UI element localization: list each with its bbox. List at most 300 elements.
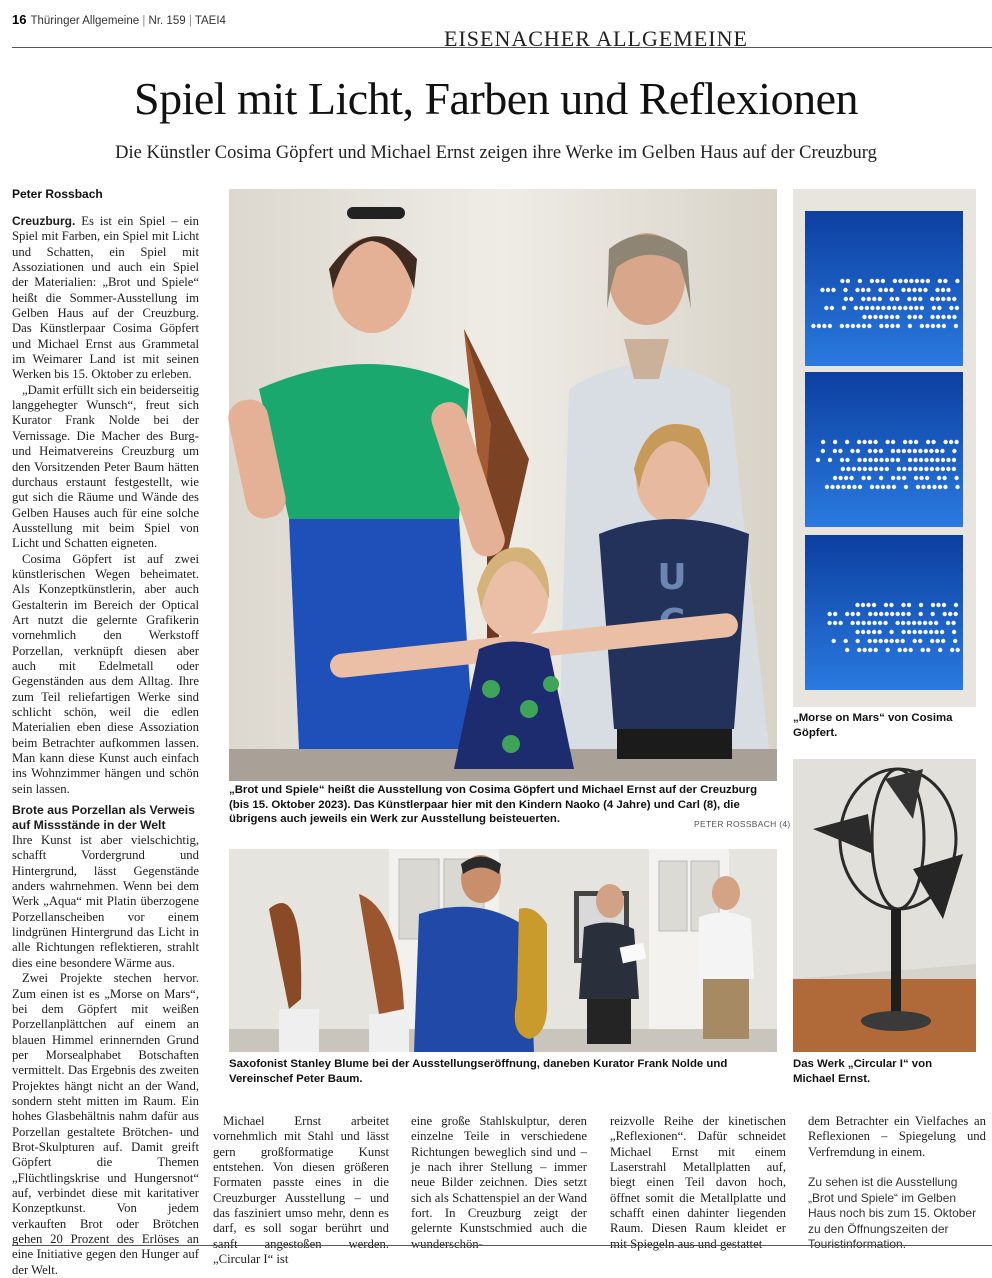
morse-dot [866, 630, 870, 634]
morse-dot [811, 324, 815, 328]
morse-dot [930, 458, 934, 462]
morse-dot [908, 324, 912, 328]
header-meta: 16 Thüringer Allgemeine | Nr. 159 | TAEI4 [12, 12, 226, 27]
morse-dot [844, 476, 848, 480]
morse-dot [889, 630, 893, 634]
morse-dot [932, 306, 936, 310]
morse-dot [867, 324, 871, 328]
morse-dot [828, 458, 832, 462]
morse-dot [828, 324, 832, 328]
morse-dot [898, 306, 902, 310]
morse-dot [934, 621, 938, 625]
morse-dot [938, 485, 942, 489]
morse-dot [908, 467, 912, 471]
morse-dot [923, 621, 927, 625]
morse-dot [920, 324, 924, 328]
morse-dot [872, 297, 876, 301]
morse-dot [932, 485, 936, 489]
morse-dot [856, 639, 860, 643]
morse-dot [862, 324, 866, 328]
morse-dot [878, 297, 882, 301]
morse-dot [913, 315, 917, 319]
morse-dot [863, 458, 867, 462]
morse-dot [898, 279, 902, 283]
morse-dot [890, 324, 894, 328]
morse-dot [826, 288, 830, 292]
morse-dot [952, 458, 956, 462]
morse-dot [946, 621, 950, 625]
paragraph: Zwei Projekte stechen hervor. Zum einen ist es „Morse on Mars“, bei dem Göpfert mit weißen Porzellanplättchen auf einem an blauen Himmel erinnernden Grund per Morsealphabet Botschaften vermittelt. Das Ergebnis des zweiten Projektes hängt nicht an der Wand, sondern steht mitten im Raum. Ein hohes Glasbehältnis nahm dafür aus Porzellan gestaltete Brötchen- und Brot-Skulpturen auf. Damit greift Göpfert die Themen „Flüchtlingskrise und Hungersnot“ auf, verbindet diese mit karitativer Konzeptkunst. Von jedem verkauften Brot oder Brötchen gehen 20 Prozent des Erlöses an eine Initiative gegen den Hunger auf der Welt. [12, 971, 199, 1277]
morse-dot [873, 639, 877, 643]
paragraph: reizvolle Reihe der kinetischen „Reflexionen“. Dafür schneidet Michael Ernst mit einem Laserstrahl Metallplatten auf, biegt einen Teil davon hoch, öffnet somit die Metallplatte und schafft einen dahinter liegenden Raum. Diesen Raum kleidet er mit Spiegeln aus und gestattet [610, 1114, 786, 1251]
morse-dot [936, 639, 940, 643]
morse-dot [913, 467, 917, 471]
morse-dot [904, 279, 908, 283]
morse-dot [952, 467, 956, 471]
morse-dot [884, 603, 888, 607]
morse-dot [879, 315, 883, 319]
morse-dot [854, 306, 858, 310]
morse-dot [895, 639, 899, 643]
morse-dot [877, 630, 881, 634]
morse-dot [929, 630, 933, 634]
exhibition-info: Zu sehen ist die Ausstellung „Brot und Spiele“ im Gelben Haus noch bis zum 15. Oktober zu den Öffnungszeiten der Touristinformation. [808, 1175, 977, 1251]
morse-dot [941, 458, 945, 462]
circular-caption: Das Werk „Circular I“ von Michael Ernst. [793, 1058, 933, 1085]
morse-dot [827, 621, 831, 625]
morse-dot [896, 449, 900, 453]
morse-dot [903, 306, 907, 310]
morse-dot [896, 612, 900, 616]
morse-dot [954, 612, 958, 616]
morse-dot [892, 306, 896, 310]
morse-dot [872, 621, 876, 625]
morse-dot [907, 288, 911, 292]
morse-dot [889, 288, 893, 292]
morse-dot [895, 315, 899, 319]
morse-dot [851, 324, 855, 328]
morse-on-mars-photo [793, 189, 976, 707]
morse-dot [824, 306, 828, 310]
morse-dot [846, 467, 850, 471]
morse-dot [895, 297, 899, 301]
morse-dot [831, 288, 835, 292]
morse-dot [868, 612, 872, 616]
morse-dot [930, 467, 934, 471]
morse-dot [852, 485, 856, 489]
morse-dot [926, 440, 930, 444]
saxophone-caption: Saxofonist Stanley Blume bei der Ausstellungseröffnung, daneben Kurator Frank Nolde und Vereinschef Peter Baum. [229, 1058, 728, 1085]
morse-dot [884, 288, 888, 292]
morse-dot [868, 639, 872, 643]
morse-dot [843, 288, 847, 292]
author: Peter Rossbach [12, 187, 103, 201]
morse-dot [913, 297, 917, 301]
morse-dot [886, 485, 890, 489]
morse-dot [833, 440, 837, 444]
morse-dot [893, 279, 897, 283]
morse-dot [952, 449, 956, 453]
morse-dot [903, 440, 907, 444]
morse-dot [889, 603, 893, 607]
morse-dot [896, 476, 900, 480]
morse-dot [873, 440, 877, 444]
saxophone-illustration [229, 849, 777, 1052]
morse-dot [874, 648, 878, 652]
morse-dot [875, 279, 879, 283]
morse-dot [925, 324, 929, 328]
morse-dot [849, 297, 853, 301]
morse-dot [878, 288, 882, 292]
morse-dot [850, 621, 854, 625]
morse-dot [955, 279, 959, 283]
morse-dot [950, 648, 954, 652]
morse-dot [821, 440, 825, 444]
morse-dot [917, 621, 921, 625]
morse-dot [832, 639, 836, 643]
morse-dot [857, 467, 861, 471]
morse-dot [897, 467, 901, 471]
morse-dot [943, 279, 947, 283]
morse-dot [913, 639, 917, 643]
dateline: Creuzburg. [12, 214, 76, 228]
article-column-5 [808, 1114, 986, 1160]
morse-dot [952, 315, 956, 319]
morse-dot [909, 648, 913, 652]
morse-dot [851, 612, 855, 616]
morse-dot [935, 458, 939, 462]
morse-dot [876, 306, 880, 310]
morse-dot [861, 630, 865, 634]
morse-dot [896, 324, 900, 328]
morse-dot [838, 621, 842, 625]
morse-dot [947, 297, 951, 301]
morse-dot [891, 449, 895, 453]
morse-dot [919, 458, 923, 462]
morse-dot [890, 458, 894, 462]
morse-dot [935, 288, 939, 292]
morse-dot [868, 315, 872, 319]
morse-dot [896, 458, 900, 462]
morse-dot [861, 476, 865, 480]
morse-dot [846, 279, 850, 283]
morse-dot [904, 485, 908, 489]
morse-dot [879, 458, 883, 462]
morse-dot [858, 279, 862, 283]
main-photo [229, 189, 777, 781]
morse-dot [840, 279, 844, 283]
morse-dot [907, 449, 911, 453]
morse-dot [926, 648, 930, 652]
morse-dot [925, 476, 929, 480]
morse-dot [852, 467, 856, 471]
morse-dot [955, 306, 959, 310]
main-photo-caption: „Brot und Spiele“ heißt die Ausstellung von Cosima Göpfert und Michael Ernst auf der Creuzburg (bis 15. Oktober 2023). Das Künstlerpaar hier mit den Kindern Naoko (4 Jahre) und Carl (8), die übrigens auch jeweils ein Werk zur Ausstellung beisteuerten. [229, 784, 758, 825]
morse-dot [887, 306, 891, 310]
morse-dot [856, 324, 860, 328]
morse-dot [941, 467, 945, 471]
morse-dot [943, 485, 947, 489]
paragraph: dem Betrachter ein Vielfaches an Reflexionen – Spiegelung und Verfremdung in einem. [808, 1114, 986, 1159]
morse-dot [901, 288, 905, 292]
morse-dot [935, 449, 939, 453]
morse-dot [909, 306, 913, 310]
morse-dot [915, 279, 919, 283]
morse-dot [941, 315, 945, 319]
morse-dot [861, 297, 865, 301]
morse-dot [937, 476, 941, 480]
morse-dot [948, 612, 952, 616]
morse-illustration [793, 189, 976, 707]
morse-dot [838, 449, 842, 453]
morse-dot [913, 458, 917, 462]
morse-dot [955, 485, 959, 489]
subheadline: Die Künstler Cosima Göpfert und Michael Ernst zeigen ihre Werke im Gelben Haus auf der Creuzburg [115, 143, 877, 163]
morse-dot [863, 467, 867, 471]
morse-dot [874, 612, 878, 616]
morse-dot [906, 621, 910, 625]
morse-dot [872, 630, 876, 634]
morse-dot [867, 476, 871, 480]
morse-dot [941, 297, 945, 301]
morse-dot [907, 612, 911, 616]
morse-dot [942, 476, 946, 480]
morse-dot [891, 440, 895, 444]
morse-dot [954, 603, 958, 607]
circular-illustration [793, 759, 976, 1052]
morse-dot [908, 440, 912, 444]
morse-dot [816, 458, 820, 462]
morse-dot [861, 288, 865, 292]
morse-dot [845, 324, 849, 328]
morse-dot [873, 449, 877, 453]
morse-dot [949, 440, 953, 444]
morse-dot [936, 603, 940, 607]
morse-dot [898, 648, 902, 652]
morse-dot [868, 440, 872, 444]
morse-dot [934, 630, 938, 634]
morse-dot [938, 648, 942, 652]
headline: Spiel mit Licht, Farben und Reflexionen [133, 73, 859, 124]
morse-dot [890, 639, 894, 643]
morse-dot [857, 440, 861, 444]
morse-dot [908, 458, 912, 462]
morse-dot [913, 449, 917, 453]
intertitle: Brote aus Porzellan als Verweis auf Missstände in der Welt [12, 803, 195, 833]
morse-dot [912, 621, 916, 625]
morse-dot [947, 315, 951, 319]
morse-dot [930, 639, 934, 643]
morse-dot [930, 297, 934, 301]
morse-dot [868, 449, 872, 453]
page-number: 16 [12, 12, 27, 27]
morse-dot [841, 485, 845, 489]
morse-dot [833, 612, 837, 616]
morse-dot [867, 621, 871, 625]
morse-dot [830, 485, 834, 489]
morse-dot [907, 297, 911, 301]
morse-dot [881, 306, 885, 310]
morse-dot [873, 315, 877, 319]
morse-dot [954, 324, 958, 328]
morse-dot [879, 449, 883, 453]
morse-dot [881, 485, 885, 489]
morse-dot [822, 324, 826, 328]
paragraph: Michael Ernst arbeitet vornehmlich mit Stahl und lässt gern großformatige Kunst entstehen. Von diesen größeren Formaten passte eines in die Creuzburger Ausstellung – und das fasziniert umso mehr, denn es darf, es soll sogar berührt und sanft angestoßen werden. „Circular I“ ist [213, 1114, 389, 1267]
morse-dot [946, 467, 950, 471]
morse-dot [921, 648, 925, 652]
main-photo-illustration [229, 189, 777, 781]
morse-dot [946, 458, 950, 462]
morse-dot [874, 458, 878, 462]
morse-dot [886, 648, 890, 652]
morse-dot [879, 639, 883, 643]
morse-dot [838, 476, 842, 480]
morse-dot [916, 485, 920, 489]
morse-dot [956, 648, 960, 652]
morse-dot [847, 485, 851, 489]
morse-dot [936, 297, 940, 301]
morse-dot [924, 467, 928, 471]
morse-dot [923, 630, 927, 634]
morse-dot [845, 440, 849, 444]
paragraph: Creuzburg. Es ist ein Spiel – ein Spiel mit Farben, ein Spiel mit Licht und Schatten, ein Spiel mit Assoziationen und auch ein Spiel der Materialien: „Brot und Spiele“ heißt die Sommer-Ausstellung im Gelben Haus auf der Creuzburg. Das Künstlerpaar Cosima Göpfert und Michael Ernst aus Grammetal im Weimarer Land ist mit seinen Werken bis 15. Oktober zu erleben. [12, 214, 200, 382]
bottom-rule [12, 1245, 992, 1246]
morse-dot [951, 621, 955, 625]
morse-dot [924, 458, 928, 462]
morse-dot [866, 603, 870, 607]
morse-dot [857, 458, 861, 462]
morse-dot [954, 476, 958, 480]
morse-dot [866, 288, 870, 292]
morse-dot [865, 306, 869, 310]
morse-dot [952, 630, 956, 634]
morse-dot [941, 639, 945, 643]
morse-dot [863, 648, 867, 652]
morse-dot [867, 297, 871, 301]
morse-dot [849, 476, 853, 480]
morse-dot [928, 621, 932, 625]
morse-dot [914, 440, 918, 444]
morse-dot [942, 603, 946, 607]
morse-dot [836, 485, 840, 489]
morse-dot [941, 288, 945, 292]
morse-dot [856, 621, 860, 625]
morse-dot [909, 279, 913, 283]
morse-caption: „Morse on Mars“ von Cosima Göpfert. [793, 712, 953, 739]
article-column-4 [610, 1114, 786, 1252]
paragraph: Ihre Kunst ist aber vielschichtig, schafft Vordergrund und Hintergrund, lässt Gegenstände anders wahrnehmen. Wenn bei dem Werk „Aqua“ mit Platin überzogene Porzellanscheiben vor einem lindgrünen Hintergrund das Licht in alle Richtungen reflektieren, strahlt dies eine besondere Wärme aus. [12, 833, 199, 970]
morse-dot [868, 648, 872, 652]
morse-dot [840, 324, 844, 328]
morse-dot [845, 612, 849, 616]
morse-dot [936, 315, 940, 319]
morse-dot [901, 621, 905, 625]
morse-dot [924, 449, 928, 453]
morse-dot [914, 306, 918, 310]
morse-dot [825, 485, 829, 489]
edition-code: TAEI4 [194, 15, 226, 27]
morse-dot [870, 279, 874, 283]
morse-dot [881, 279, 885, 283]
morse-dot [828, 612, 832, 616]
morse-dot [868, 467, 872, 471]
svg-text:U: U [657, 557, 687, 598]
morse-dot [885, 440, 889, 444]
morse-dot [844, 297, 848, 301]
morse-dot [919, 476, 923, 480]
morse-dot [931, 603, 935, 607]
saxophone-photo [229, 849, 777, 1052]
morse-dot [919, 603, 923, 607]
morse-dot [931, 324, 935, 328]
morse-dot [890, 315, 894, 319]
morse-dot [858, 485, 862, 489]
morse-dot [842, 306, 846, 310]
morse-dot [931, 612, 935, 616]
morse-dot [840, 458, 844, 462]
morse-dot [918, 449, 922, 453]
morse-dot [901, 639, 905, 643]
morse-dot [931, 440, 935, 444]
morse-dot [833, 449, 837, 453]
morse-dot [907, 315, 911, 319]
morse-dot [954, 440, 958, 444]
morse-dot [845, 458, 849, 462]
morse-dot [833, 476, 837, 480]
article-column-1 [12, 214, 199, 1278]
morse-dot [902, 476, 906, 480]
morse-dot [918, 639, 922, 643]
morse-dot [912, 630, 916, 634]
morse-dot [859, 306, 863, 310]
morse-dot [901, 630, 905, 634]
morse-dot [903, 648, 907, 652]
morse-dot [830, 306, 834, 310]
morse-dot [861, 621, 865, 625]
morse-dot [841, 467, 845, 471]
paragraph: Cosima Göpfert ist auf zwei künstlerischen Wegen beheimatet. Als Konzeptkünstlerin, aber auch Gestalterin im Bereich der Optical Art nutzt die gelernte Grafikerin vornehmlich den Werkstoff Porzellan, verknüpft diesen aber auch mit Edelmetall oder Gegenständen aus dem Alltag. Ihre zum Teil reliefartigen Werke sind schlicht schön, weil die edlen Materialien eben diese Assoziation beim Betrachter aufkommen lassen. Man kann diese Kunst auch einfach ins Wohnzimmer hängen und schön sein lassen. [12, 551, 199, 796]
morse-dot [861, 603, 865, 607]
morse-dot [821, 449, 825, 453]
morse-dot [855, 603, 859, 607]
morse-dot [844, 639, 848, 643]
article-column-3 [411, 1114, 587, 1252]
morse-dot [855, 288, 859, 292]
morse-dot [920, 306, 924, 310]
issue-number: Nr. 159 [148, 15, 186, 27]
morse-dot [918, 630, 922, 634]
morse-dot [907, 630, 911, 634]
morse-dot [885, 467, 889, 471]
morse-dot [919, 612, 923, 616]
paper-name: Thüringer Allgemeine [30, 15, 140, 27]
morse-dot [946, 288, 950, 292]
morse-dot [940, 630, 944, 634]
morse-dot [940, 449, 944, 453]
morse-dot [907, 603, 911, 607]
morse-dot [943, 612, 947, 616]
morse-dot [885, 612, 889, 616]
morse-dot [870, 485, 874, 489]
morse-dot [943, 440, 947, 444]
morse-dot [927, 485, 931, 489]
morse-dot [850, 449, 854, 453]
morse-dot [879, 467, 883, 471]
morse-dot [855, 630, 859, 634]
morse-dot [901, 612, 905, 616]
section-title: EISENACHER ALLGEMEINE [444, 26, 748, 51]
